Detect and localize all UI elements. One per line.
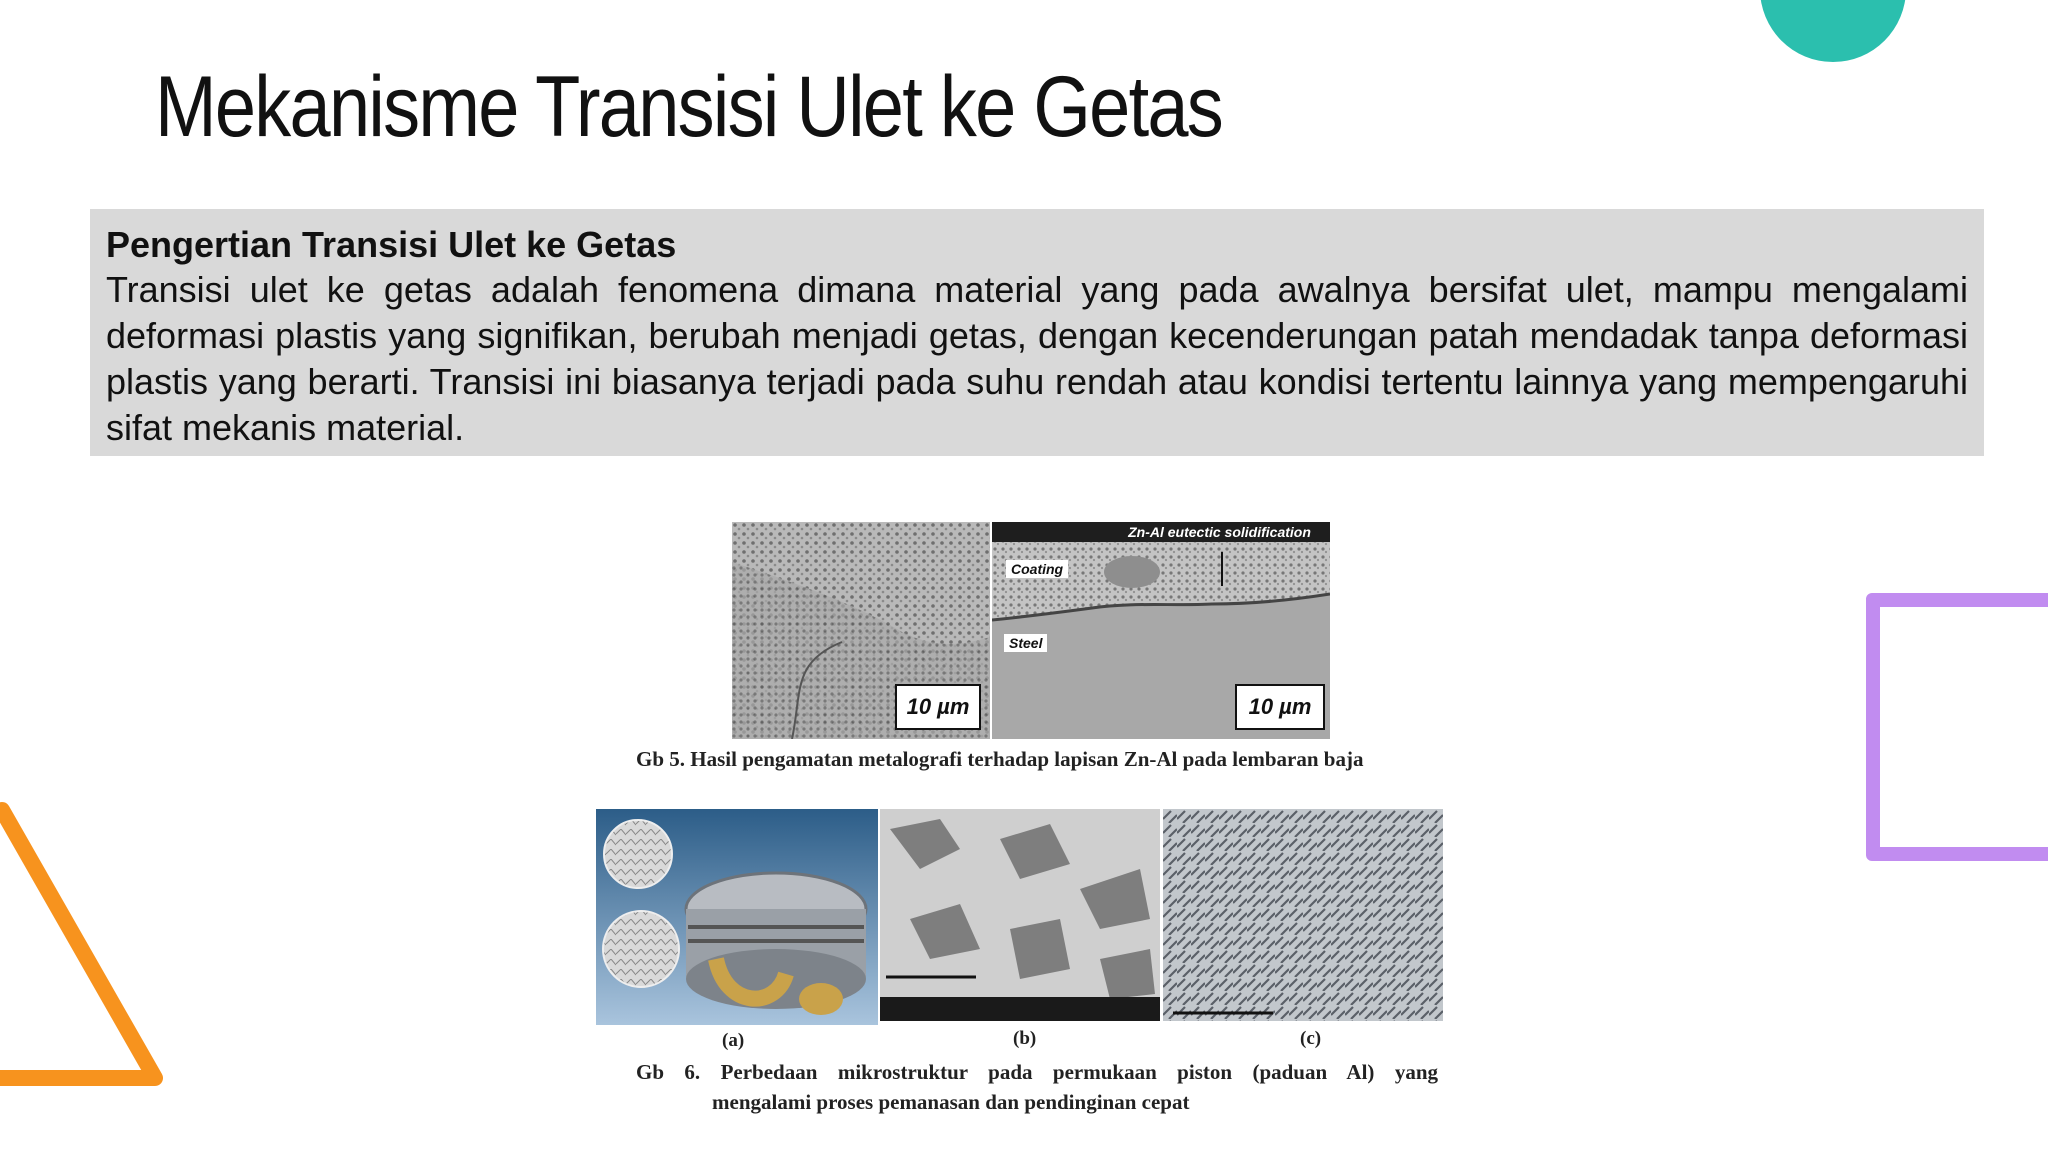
micrograph-c (1163, 809, 1443, 1021)
figure6-caption-line2: mengalami proses pemanasan dan pendinginan cepat (712, 1090, 1190, 1114)
scale-bar-right: 10 µm (1235, 684, 1325, 730)
decorative-teal-circle (1760, 0, 1906, 62)
figure6-label-b: (b) (1013, 1028, 1037, 1049)
figure6-label-c: (c) (1300, 1028, 1322, 1049)
figure6-caption-line1: Gb 6. Perbedaan mikrostruktur pada permukaan piston (paduan Al) yang (636, 1060, 1438, 1084)
eutectic-banner: Zn-Al eutectic solidification (1128, 524, 1311, 540)
page-title: Mekanisme Transisi Ulet ke Getas (155, 59, 1223, 155)
figure6-label-a: (a) (722, 1030, 745, 1051)
decorative-purple-frame (1866, 593, 2048, 861)
scale-bar-left: 10 µm (895, 684, 981, 730)
definition-heading: Pengertian Transisi Ulet ke Getas (106, 224, 677, 265)
definition-box (90, 209, 1984, 456)
coating-tag: Coating (1006, 560, 1068, 578)
decorative-orange-triangle (0, 790, 180, 1100)
steel-tag: Steel (1004, 634, 1047, 652)
piston-illustration (596, 809, 878, 1025)
micrograph-b (880, 809, 1160, 1021)
definition-body: Transisi ulet ke getas adalah fenomena dimana material yang pada awalnya bersifat ulet, mampu mengalami deformasi plastis yang signifikan, berubah menjadi getas, dengan kecenderungan patah mendadak tanpa deformasi plastis yang berarti. Transisi ini biasanya terjadi pada suhu rendah atau kondisi tertentu lainnya yang mempengaruhi sifat mekanis material. (106, 269, 1968, 448)
figure5-caption: Gb 5. Hasil pengamatan metalografi terhadap lapisan Zn-Al pada lembaran baja (636, 747, 1364, 771)
